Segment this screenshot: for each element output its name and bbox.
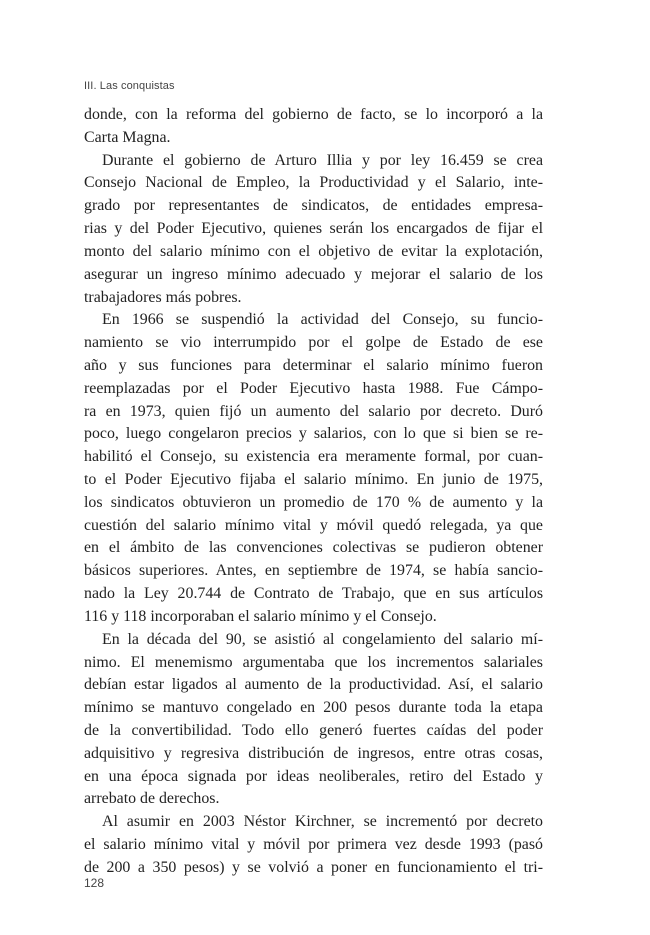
text-line: En 1966 se suspendió la actividad del Consejo, su funcio- <box>102 311 543 329</box>
text-line: nado la Ley 20.744 de Contrato de Trabajo, que en sus artículos <box>84 585 543 603</box>
text-line: reemplazadas por el Poder Ejecutivo hasta 1988. Fue Cámpo- <box>84 379 543 397</box>
text-line: en una época signada por ideas neoliberales, retiro del Estado y <box>84 767 543 785</box>
text-line: año y sus funciones para determinar el salario mínimo fueron <box>84 356 543 374</box>
text-line: los sindicatos obtuvieron un promedio de 170 % de aumento y la <box>84 493 543 511</box>
text-line: cuestión del salario mínimo vital y móvil quedó relegada, ya que <box>84 516 543 534</box>
text-line: trabajadores más pobres. <box>84 288 242 306</box>
text-line: Durante el gobierno de Arturo Illia y por ley 16.459 se crea <box>102 151 543 169</box>
text-line: En la década del 90, se asistió al congelamiento del salario mí- <box>102 630 543 648</box>
text-line: monto del salario mínimo con el objetivo de evitar la explotación, <box>84 242 543 260</box>
text-line: adquisitivo y regresiva distribución de ingresos, entre otras cosas, <box>84 744 543 762</box>
text-line: Carta Magna. <box>84 128 171 146</box>
text-line: rias y del Poder Ejecutivo, quienes serán los encargados de fijar el <box>84 220 543 238</box>
body-text <box>84 104 543 880</box>
text-line: asegurar un ingreso mínimo adecuado y mejorar el salario de los <box>84 265 543 283</box>
text-line: básicos superiores. Antes, en septiembre de 1974, se había sancio- <box>84 562 543 580</box>
text-line: donde, con la reforma del gobierno de facto, se lo incorporó a la <box>84 106 543 123</box>
text-line: namiento se vio interrumpido por el golpe de Estado de ese <box>84 334 543 352</box>
text-line: Consejo Nacional de Empleo, la Productividad y el Salario, inte- <box>84 174 543 192</box>
text-line: grado por representantes de sindicatos, de entidades empresa- <box>84 197 543 215</box>
text-line: de 200 a 350 pesos) y se volvió a poner en funcionamiento el tri- <box>84 858 543 876</box>
text-line: mínimo se mantuvo congelado en 200 pesos durante toda la etapa <box>84 699 543 717</box>
text-line: Al asumir en 2003 Néstor Kirchner, se incrementó por decreto <box>102 813 543 831</box>
text-line: debían estar ligados al aumento de la productividad. Así, el salario <box>84 676 543 694</box>
text-line: nimo. El menemismo argumentaba que los incrementos salariales <box>84 653 543 671</box>
text-line: 116 y 118 incorporaban el salario mínimo y el Consejo. <box>84 607 437 625</box>
text-line: habilitó el Consejo, su existencia era meramente formal, por cuan- <box>84 448 543 466</box>
text-line: de la convertibilidad. Todo ello generó fuertes caídas del poder <box>84 721 543 739</box>
text-line: ra en 1973, quien fijó un aumento del salario por decreto. Duró <box>84 402 543 420</box>
running-header: III. Las conquistas <box>84 80 175 92</box>
text-line: el salario mínimo vital y móvil por primera vez desde 1993 (pasó <box>84 836 543 853</box>
page-number: 128 <box>84 876 105 890</box>
text-line: en el ámbito de las convenciones colectivas se pudieron obtener <box>84 539 543 557</box>
text-line: arrebato de derechos. <box>84 790 220 808</box>
text-line: to el Poder Ejecutivo fijaba el salario mínimo. En junio de 1975, <box>84 471 543 488</box>
text-line: poco, luego congelaron precios y salarios, con lo que si bien se re- <box>84 425 543 443</box>
